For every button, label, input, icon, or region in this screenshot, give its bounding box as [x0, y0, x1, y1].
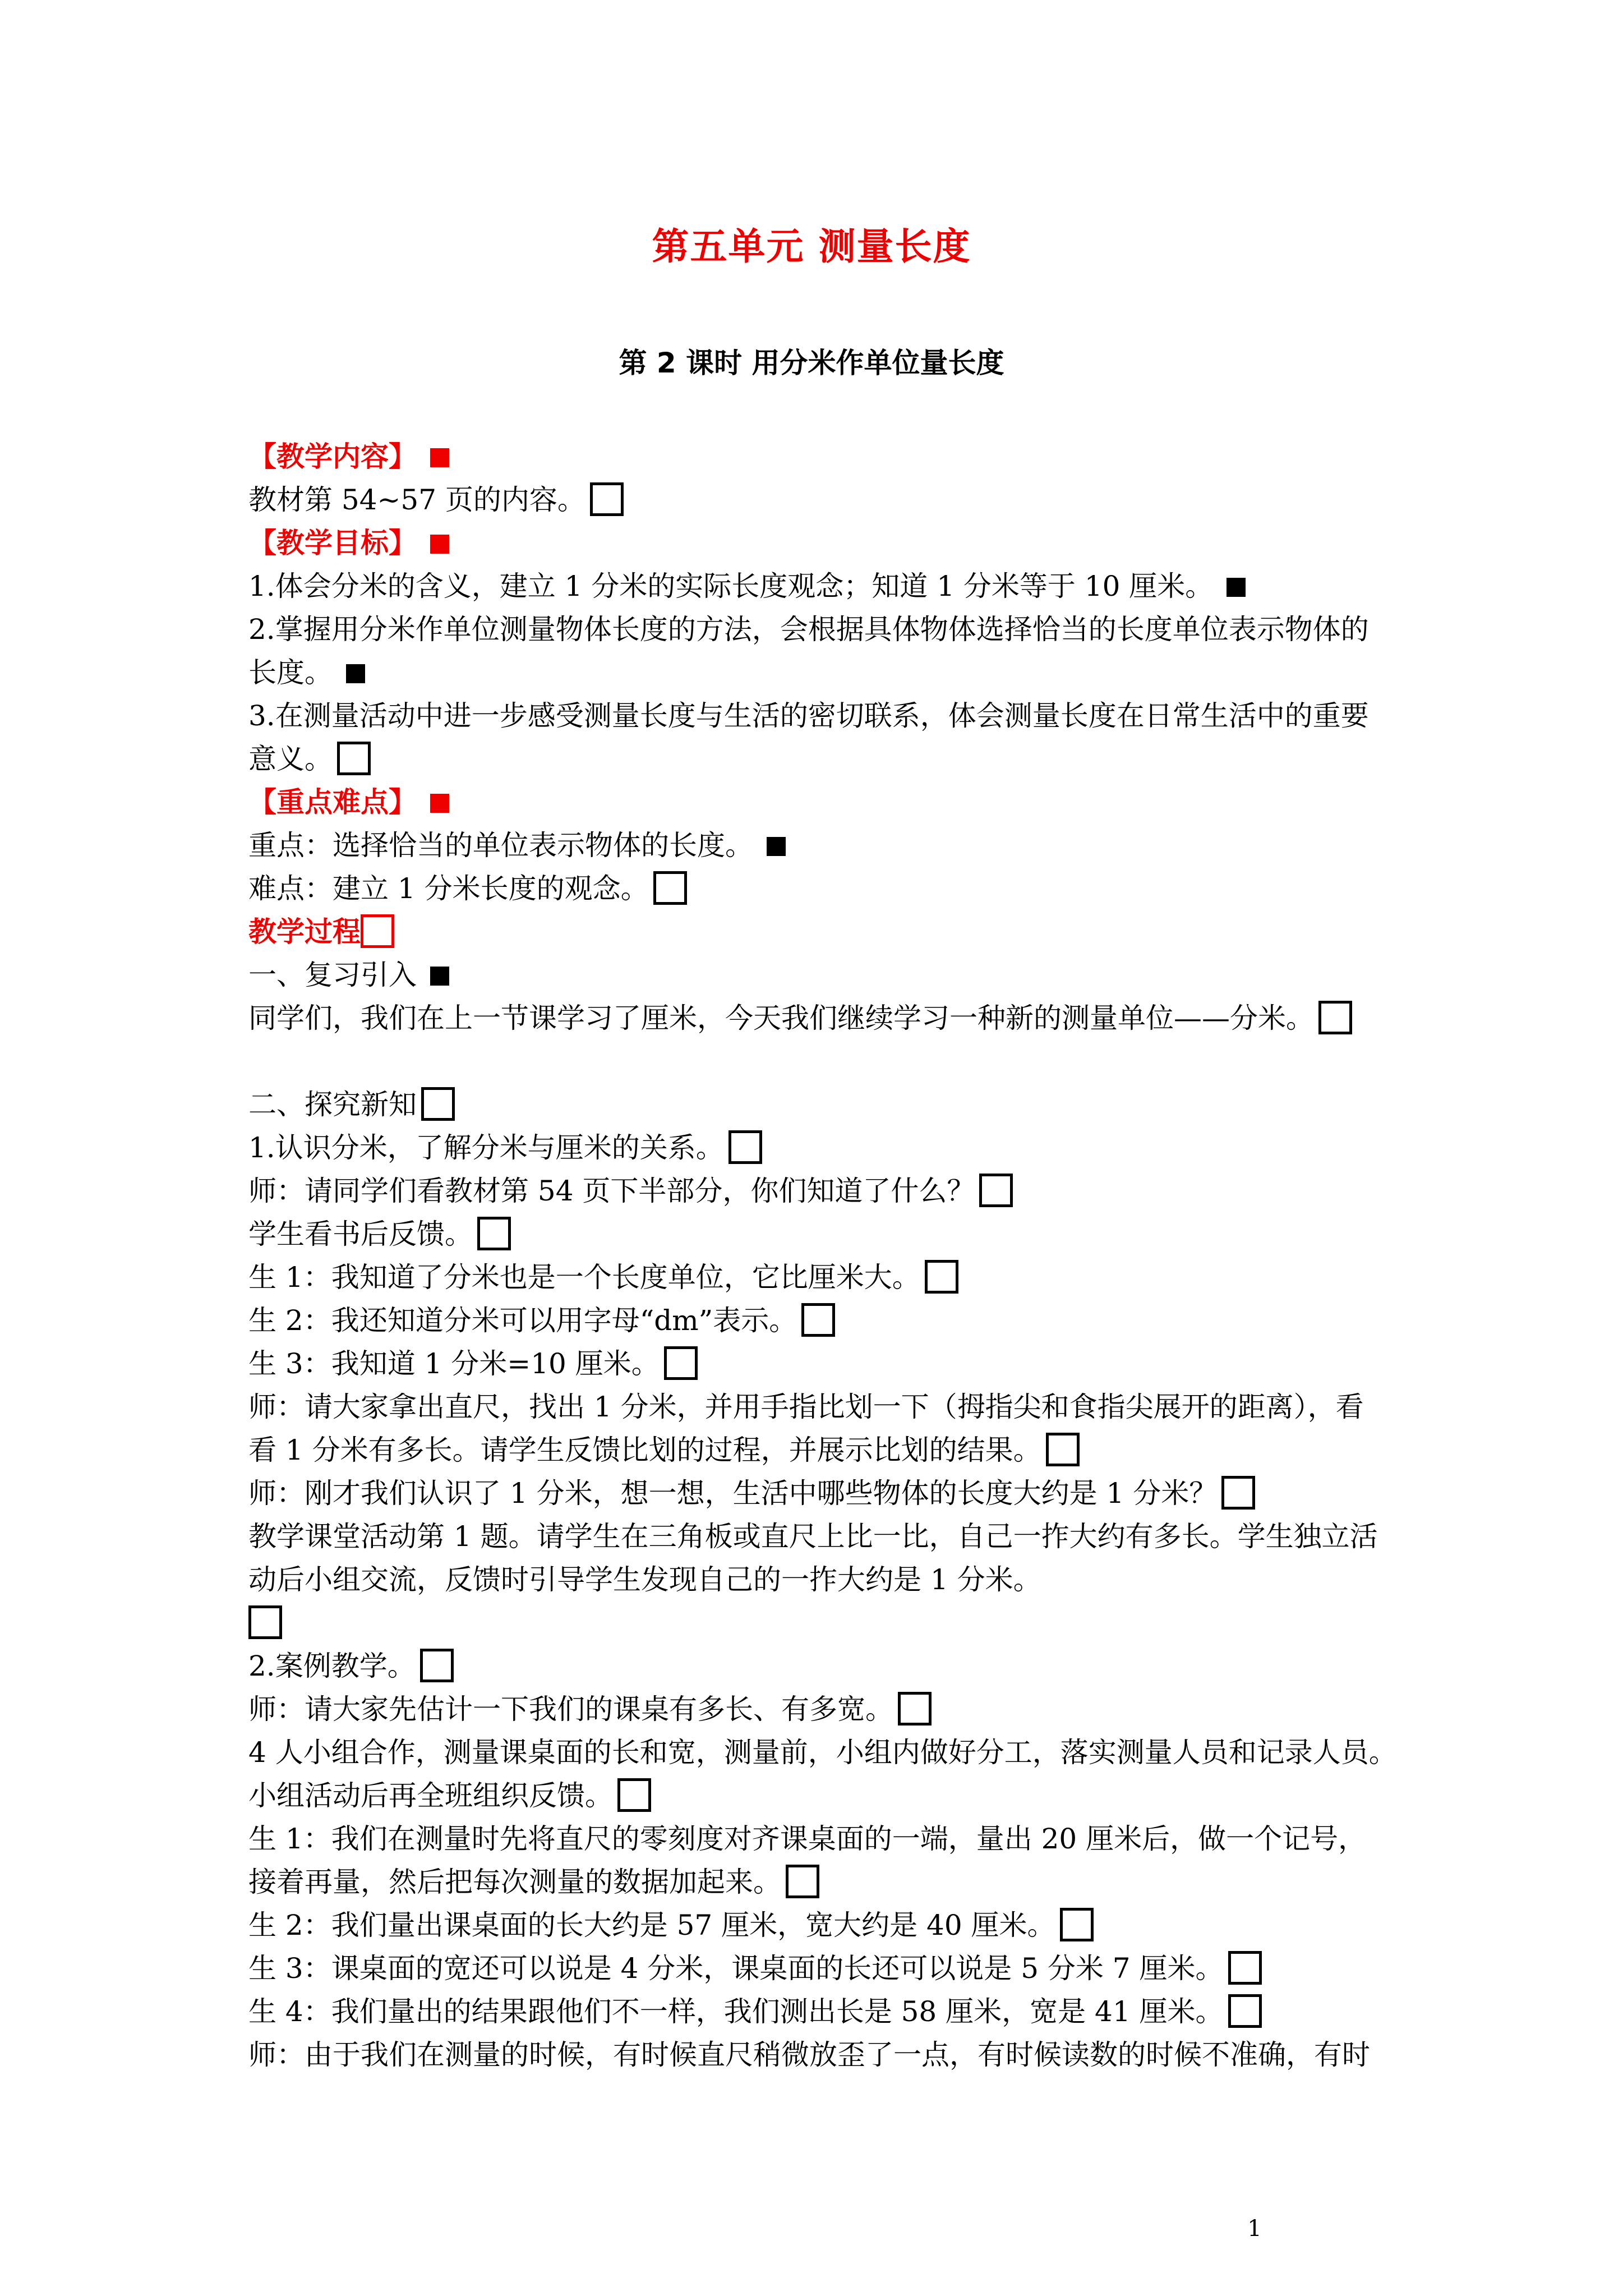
text-line — [248, 435, 1387, 478]
empty-box-icon — [1060, 1908, 1094, 1941]
line-text: 同学们，我们在上一节课学习了厘米，今天我们继续学习一种新的测量单位——分米。 — [248, 1002, 1314, 1034]
line-text: 接着再量，然后把每次测量的数据加起来。 — [248, 1866, 781, 1898]
black-square-icon — [1227, 578, 1246, 597]
line-text: 教学课堂活动第 1 题。请学生在三角板或直尺上比一比，自己一拃大约有多长。学生独立活 — [248, 1520, 1378, 1553]
text-line — [248, 1688, 1387, 1731]
text-line — [248, 2033, 1387, 2077]
text-line — [248, 1947, 1387, 1990]
line-text: 2.案例教学。 — [248, 1650, 416, 1682]
text-line — [248, 1429, 1387, 1472]
empty-box-icon — [1221, 1476, 1255, 1510]
text-line — [248, 565, 1387, 608]
line-text: 二、探究新知 — [248, 1088, 417, 1121]
empty-box-icon — [664, 1346, 698, 1380]
black-square-icon — [346, 664, 365, 683]
empty-box-icon — [337, 742, 371, 775]
text-line — [248, 1774, 1387, 1818]
line-text: 生 3：我知道 1 分米=10 厘米。 — [248, 1347, 660, 1380]
text-line — [248, 910, 1387, 954]
text-line — [248, 1083, 1387, 1126]
line-text: 生 2：我们量出课桌面的长大约是 57 厘米，宽大约是 40 厘米。 — [248, 1909, 1055, 1941]
text-line — [248, 1861, 1387, 1904]
line-text: 1.认识分米，了解分米与厘米的关系。 — [248, 1131, 724, 1164]
empty-box-icon — [925, 1260, 958, 1294]
empty-box-icon — [786, 1865, 819, 1898]
line-text: 动后小组交流，反馈时引导学生发现自己的一拃大约是 1 分米。 — [248, 1563, 1041, 1596]
empty-box-icon — [477, 1217, 511, 1250]
text-line — [248, 954, 1387, 997]
empty-box-icon — [1046, 1433, 1080, 1466]
text-line — [248, 1386, 1387, 1429]
text-line — [248, 997, 1387, 1040]
line-text: 生 2：我还知道分米可以用字母“dm”表示。 — [248, 1304, 797, 1337]
line-text: 长度。 — [248, 656, 333, 689]
text-line — [248, 608, 1387, 651]
line-text: 难点：建立 1 分米长度的观念。 — [248, 872, 649, 905]
text-line — [248, 1645, 1387, 1688]
line-text: 2.掌握用分米作单位测量物体长度的方法，会根据具体物体选择恰当的长度单位表示物体的 — [248, 613, 1369, 646]
empty-box-icon — [617, 1778, 651, 1812]
section-heading: 【重点难点】 — [248, 786, 417, 818]
line-text: 师：请同学们看教材第 54 页下半部分，你们知道了什么？ — [248, 1175, 975, 1207]
text-line — [248, 1515, 1387, 1558]
page-number: 1 — [1247, 2216, 1262, 2242]
text-line — [248, 1904, 1387, 1947]
line-text: 一、复习引入 — [248, 959, 417, 991]
empty-box-icon — [979, 1174, 1013, 1207]
text-line — [248, 1990, 1387, 2033]
text-line — [248, 651, 1387, 694]
line-text: 4 人小组合作，测量课桌面的长和宽，测量前，小组内做好分工，落实测量人员和记录人员。 — [248, 1736, 1397, 1769]
line-text: 意义。 — [248, 743, 333, 775]
line-text: 重点：选择恰当的单位表示物体的长度。 — [248, 829, 753, 862]
empty-box-icon — [653, 871, 687, 905]
empty-box-icon — [248, 1605, 282, 1639]
red-square-icon — [430, 794, 449, 813]
text-line — [248, 867, 1387, 910]
text-line — [248, 1040, 1387, 1083]
text-line — [248, 1256, 1387, 1299]
line-text: 师：请大家拿出直尺，找出 1 分米，并用手指比划一下（拇指尖和食指尖展开的距离），看 — [248, 1391, 1364, 1423]
line-text: 生 3：课桌面的宽还可以说是 4 分米，课桌面的长还可以说是 5 分米 7 厘米。 — [248, 1952, 1224, 1985]
line-text: 教材第 54~57 页的内容。 — [248, 484, 585, 516]
lesson-subtitle: 第 2 课时 用分米作单位量长度 — [619, 347, 1004, 379]
black-square-icon — [430, 967, 449, 986]
text-line — [248, 1731, 1397, 1774]
text-line — [248, 781, 1387, 824]
black-square-icon — [767, 837, 786, 856]
section-heading: 【教学内容】 — [248, 440, 417, 473]
empty-box-icon — [801, 1303, 835, 1337]
empty-box-icon — [1228, 1951, 1262, 1985]
empty-box-icon — [1228, 1994, 1262, 2028]
text-line — [248, 522, 1387, 565]
line-text: 3.在测量活动中进一步感受测量长度与生活的密切联系，体会测量长度在日常生活中的重要 — [248, 700, 1369, 732]
text-line — [248, 1126, 1387, 1170]
text-line — [248, 1558, 1387, 1602]
text-line — [248, 1299, 1387, 1342]
empty-box-icon — [421, 1087, 455, 1121]
document-body — [248, 435, 1397, 2077]
text-line — [248, 1602, 1387, 1645]
line-text: 师：请大家先估计一下我们的课桌有多长、有多宽。 — [248, 1693, 893, 1726]
section-heading: 【教学目标】 — [248, 527, 417, 559]
text-line — [248, 1472, 1387, 1515]
line-text: 生 4：我们量出的结果跟他们不一样，我们测出长是 58 厘米，宽是 41 厘米。 — [248, 1995, 1224, 2028]
red-square-icon — [430, 535, 449, 554]
empty-box-icon — [420, 1649, 454, 1682]
empty-box-icon — [590, 482, 624, 516]
text-line — [248, 694, 1387, 738]
line-text: 看 1 分米有多长。请学生反馈比划的过程，并展示比划的结果。 — [248, 1434, 1041, 1466]
line-text: 生 1：我知道了分米也是一个长度单位，它比厘米大。 — [248, 1261, 920, 1294]
empty-box-icon — [898, 1692, 932, 1726]
line-text: 师：刚才我们认识了 1 分米，想一想，生活中哪些物体的长度大约是 1 分米？ — [248, 1477, 1218, 1510]
text-line — [248, 478, 1387, 522]
text-line — [248, 1342, 1387, 1386]
section-heading: 教学过程 — [248, 915, 361, 948]
text-line — [248, 738, 1387, 781]
line-text: 小组活动后再全班组织反馈。 — [248, 1779, 613, 1812]
text-line — [248, 824, 1387, 867]
text-line — [248, 1818, 1387, 1861]
red-box-icon — [361, 914, 394, 948]
text-line — [248, 1213, 1387, 1256]
line-text: 1.体会分米的含义，建立 1 分米的实际长度观念；知道 1 分米等于 10 厘米。 — [248, 570, 1214, 602]
text-line — [248, 1170, 1387, 1213]
unit-title: 第五单元 测量长度 — [652, 225, 971, 268]
line-text: 生 1：我们在测量时先将直尺的零刻度对齐课桌面的一端，量出 20 厘米后，做一个记号， — [248, 1823, 1367, 1855]
empty-box-icon — [1318, 1001, 1352, 1034]
red-square-icon — [430, 448, 449, 467]
empty-box-icon — [728, 1130, 762, 1164]
line-text: 师：由于我们在测量的时候，有时候直尺稍微放歪了一点，有时候读数的时候不准确，有时 — [248, 2039, 1370, 2071]
line-text: 学生看书后反馈。 — [248, 1218, 473, 1250]
